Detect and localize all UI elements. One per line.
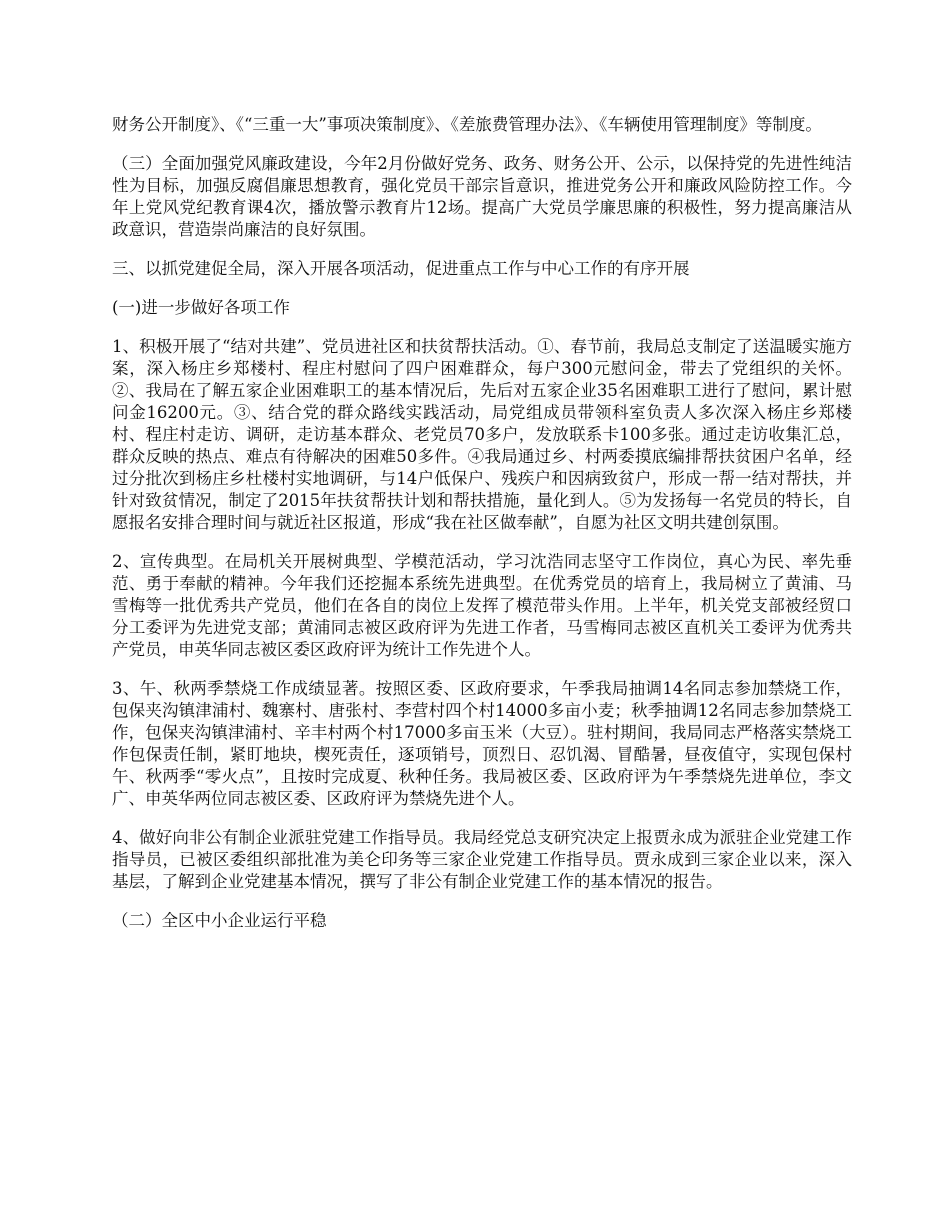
section-heading-three: 三、以抓党建促全局，深入开展各项活动，促进重点工作与中心工作的有序开展 [112, 259, 690, 278]
paragraph-pairing-activities: 1、积极开展了“结对共建”、党员进社区和扶贫帮扶活动。①、春节前，我局总支制定了送温暖实施方案，深入杨庄乡郑楼村、程庄村慰问了四户困难群众，每户300元慰问金，带去了党组织的关怀。②、我局在了解五家企业困难职工的基本情况后，先后对五家企业35名困难职工进行了慰问，累计慰问金16200元。③、结合党的群众路线实践活动，局党组成员带领科室负责人多次深入杨庄乡郑楼村、程庄村走访、调研，走访基本群众、老党员70多户，发放联系卡100多张。通过走访收集汇总，群众反映的热点、难点有待解决的困难50多件。④我局通过乡、村两委摸底编排帮扶贫困户名单，经过分批次到杨庄乡杜楼村实地调研，与14户低保户、残疾户和因病致贫户，形成一帮一结对帮扶，并针对致贫情况，制定了2015年扶贫帮扶计划和帮扶措施，量化到人。⑤为发扬每一名党员的特长，自愿报名安排合理时间与就近社区报道，形成“我在社区做奉献”，自愿为社区文明共建创氛围。 [112, 337, 852, 532]
paragraph-integrity-building: （三）全面加强党风廉政建设，今年2月份做好党务、政务、财务公开、公示，以保持党的先进性纯洁性为目标，加强反腐倡廉思想教育，强化党员干部宗旨意识，推进党务公开和廉政风险防控工作。今年上党风党纪教育课4次，播放警示教育片12场。提高广大党员学廉思廉的积极性，努力提高廉洁从政意识，营造崇尚廉洁的良好氛围。 [112, 154, 852, 239]
subsection-heading-one: (一)进一步做好各项工作 [112, 298, 290, 317]
subsection-heading-two: （二）全区中小企业运行平稳 [112, 911, 327, 930]
paragraph-regulations-continued: 财务公开制度》、《“三重一大”事项决策制度》、《差旅费管理办法》、《车辆使用管理制度》等制度。 [112, 115, 822, 134]
document-body [112, 114, 852, 949]
paragraph-party-instructor: 4、做好向非公有制企业派驻党建工作指导员。我局经党总支研究决定上报贾永成为派驻企业党建工作指导员，已被区委组织部批准为美仑印务等三家企业党建工作指导员。贾永成到三家企业以来，深入基层，了解到企业党建基本情况，撰写了非公有制企业党建工作的基本情况的报告。 [112, 828, 852, 891]
paragraph-model-publicity: 2、宣传典型。在局机关开展树典型、学模范活动，学习沈浩同志坚守工作岗位，真心为民、率先垂范、勇于奉献的精神。今年我们还挖掘本系统先进典型。在优秀党员的培育上，我局树立了黄浦、马雪梅等一批优秀共产党员，他们在各自的岗位上发挥了模范带头作用。上半年，机关党支部被经贸口分工委评为先进党支部；黄浦同志被区政府评为先进工作者，马雪梅同志被区直机关工委评为优秀共产党员，申英华同志被区委区政府评为统计工作先进个人。 [112, 552, 852, 659]
paragraph-burning-ban: 3、午、秋两季禁烧工作成绩显著。按照区委、区政府要求，午季我局抽调14名同志参加禁烧工作，包保夹沟镇津浦村、魏寨村、唐张村、李营村四个村14000多亩小麦；秋季抽调12名同志参加禁烧工作，包保夹沟镇津浦村、辛丰村两个村17000多亩玉米（大豆）。驻村期间，我局同志严格落实禁烧工作包保责任制，紧盯地块，楔死责任，逐项销号，顶烈日、忍饥渴、冒酷暑，昼夜值守，实现包保村午、秋两季“零火点”，且按时完成夏、秋种任务。我局被区委、区政府评为午季禁烧先进单位，李文广、申英华两位同志被区委、区政府评为禁烧先进个人。 [112, 679, 852, 808]
